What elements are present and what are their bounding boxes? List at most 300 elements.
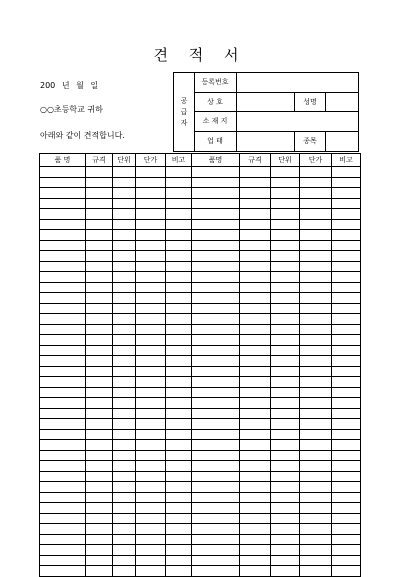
table-cell[interactable] bbox=[86, 419, 113, 430]
table-cell[interactable] bbox=[271, 471, 300, 482]
table-cell[interactable] bbox=[332, 566, 361, 577]
table-cell[interactable] bbox=[40, 240, 86, 251]
table-cell[interactable] bbox=[192, 324, 240, 335]
table-cell[interactable] bbox=[332, 387, 361, 398]
table-cell[interactable] bbox=[40, 230, 86, 241]
table-cell[interactable] bbox=[192, 566, 240, 577]
table-cell[interactable] bbox=[166, 335, 192, 346]
table-cell[interactable] bbox=[40, 482, 86, 493]
table-cell[interactable] bbox=[136, 240, 166, 251]
table-cell[interactable] bbox=[192, 503, 240, 514]
table-cell[interactable] bbox=[136, 314, 166, 325]
table-cell[interactable] bbox=[332, 314, 361, 325]
table-cell[interactable] bbox=[113, 555, 136, 566]
business-item-field[interactable] bbox=[324, 132, 358, 152]
table-cell[interactable] bbox=[40, 303, 86, 314]
table-cell[interactable] bbox=[40, 282, 86, 293]
table-cell[interactable] bbox=[192, 198, 240, 209]
table-cell[interactable] bbox=[40, 251, 86, 262]
table-cell[interactable] bbox=[240, 188, 271, 199]
table-cell[interactable] bbox=[40, 324, 86, 335]
table-cell[interactable] bbox=[136, 555, 166, 566]
table-cell[interactable] bbox=[113, 503, 136, 514]
table-cell[interactable] bbox=[136, 335, 166, 346]
table-cell[interactable] bbox=[136, 398, 166, 409]
table-cell[interactable] bbox=[40, 419, 86, 430]
table-cell[interactable] bbox=[192, 524, 240, 535]
table-cell[interactable] bbox=[271, 492, 300, 503]
table-cell[interactable] bbox=[113, 261, 136, 272]
table-cell[interactable] bbox=[136, 167, 166, 178]
table-cell[interactable] bbox=[300, 356, 332, 367]
table-cell[interactable] bbox=[332, 440, 361, 451]
table-cell[interactable] bbox=[166, 461, 192, 472]
table-cell[interactable] bbox=[86, 209, 113, 220]
table-cell[interactable] bbox=[240, 566, 271, 577]
table-cell[interactable] bbox=[40, 408, 86, 419]
table-cell[interactable] bbox=[300, 345, 332, 356]
table-cell[interactable] bbox=[113, 209, 136, 220]
table-cell[interactable] bbox=[240, 524, 271, 535]
table-cell[interactable] bbox=[166, 198, 192, 209]
table-cell[interactable] bbox=[332, 555, 361, 566]
table-cell[interactable] bbox=[192, 314, 240, 325]
table-cell[interactable] bbox=[192, 188, 240, 199]
table-cell[interactable] bbox=[86, 450, 113, 461]
table-cell[interactable] bbox=[192, 230, 240, 241]
table-cell[interactable] bbox=[86, 408, 113, 419]
table-cell[interactable] bbox=[271, 293, 300, 304]
table-cell[interactable] bbox=[113, 429, 136, 440]
table-cell[interactable] bbox=[192, 513, 240, 524]
table-cell[interactable] bbox=[136, 366, 166, 377]
table-cell[interactable] bbox=[166, 240, 192, 251]
table-cell[interactable] bbox=[192, 408, 240, 419]
table-cell[interactable] bbox=[271, 513, 300, 524]
table-cell[interactable] bbox=[166, 555, 192, 566]
table-cell[interactable] bbox=[166, 492, 192, 503]
table-cell[interactable] bbox=[40, 492, 86, 503]
table-cell[interactable] bbox=[113, 167, 136, 178]
table-cell[interactable] bbox=[166, 377, 192, 388]
table-cell[interactable] bbox=[166, 303, 192, 314]
table-cell[interactable] bbox=[300, 524, 332, 535]
table-cell[interactable] bbox=[136, 377, 166, 388]
table-cell[interactable] bbox=[271, 335, 300, 346]
table-cell[interactable] bbox=[271, 219, 300, 230]
table-cell[interactable] bbox=[166, 230, 192, 241]
table-cell[interactable] bbox=[113, 461, 136, 472]
table-cell[interactable] bbox=[271, 419, 300, 430]
table-cell[interactable] bbox=[192, 282, 240, 293]
table-cell[interactable] bbox=[300, 513, 332, 524]
table-cell[interactable] bbox=[136, 188, 166, 199]
table-cell[interactable] bbox=[136, 345, 166, 356]
table-cell[interactable] bbox=[166, 167, 192, 178]
table-cell[interactable] bbox=[300, 314, 332, 325]
table-cell[interactable] bbox=[300, 177, 332, 188]
table-cell[interactable] bbox=[300, 503, 332, 514]
table-cell[interactable] bbox=[86, 387, 113, 398]
table-cell[interactable] bbox=[136, 482, 166, 493]
table-cell[interactable] bbox=[166, 366, 192, 377]
table-cell[interactable] bbox=[113, 272, 136, 283]
table-cell[interactable] bbox=[240, 366, 271, 377]
table-cell[interactable] bbox=[271, 282, 300, 293]
table-cell[interactable] bbox=[192, 345, 240, 356]
table-cell[interactable] bbox=[40, 177, 86, 188]
table-cell[interactable] bbox=[271, 366, 300, 377]
table-cell[interactable] bbox=[86, 566, 113, 577]
table-cell[interactable] bbox=[86, 513, 113, 524]
table-cell[interactable] bbox=[136, 293, 166, 304]
table-cell[interactable] bbox=[136, 429, 166, 440]
table-cell[interactable] bbox=[332, 303, 361, 314]
table-cell[interactable] bbox=[240, 303, 271, 314]
table-cell[interactable] bbox=[166, 209, 192, 220]
table-cell[interactable] bbox=[240, 345, 271, 356]
table-cell[interactable] bbox=[113, 188, 136, 199]
table-cell[interactable] bbox=[271, 272, 300, 283]
table-cell[interactable] bbox=[300, 429, 332, 440]
table-cell[interactable] bbox=[300, 408, 332, 419]
table-cell[interactable] bbox=[271, 177, 300, 188]
table-cell[interactable] bbox=[192, 471, 240, 482]
table-cell[interactable] bbox=[86, 524, 113, 535]
table-cell[interactable] bbox=[271, 261, 300, 272]
table-cell[interactable] bbox=[40, 261, 86, 272]
table-cell[interactable] bbox=[332, 398, 361, 409]
table-cell[interactable] bbox=[271, 503, 300, 514]
table-cell[interactable] bbox=[136, 324, 166, 335]
table-cell[interactable] bbox=[332, 324, 361, 335]
table-cell[interactable] bbox=[332, 482, 361, 493]
table-cell[interactable] bbox=[136, 251, 166, 262]
table-cell[interactable] bbox=[113, 513, 136, 524]
table-cell[interactable] bbox=[271, 167, 300, 178]
table-cell[interactable] bbox=[240, 356, 271, 367]
table-cell[interactable] bbox=[332, 503, 361, 514]
table-cell[interactable] bbox=[240, 450, 271, 461]
table-cell[interactable] bbox=[300, 188, 332, 199]
table-cell[interactable] bbox=[86, 492, 113, 503]
table-cell[interactable] bbox=[300, 282, 332, 293]
table-cell[interactable] bbox=[192, 366, 240, 377]
table-cell[interactable] bbox=[136, 177, 166, 188]
table-cell[interactable] bbox=[192, 450, 240, 461]
table-cell[interactable] bbox=[240, 314, 271, 325]
table-cell[interactable] bbox=[271, 461, 300, 472]
table-cell[interactable] bbox=[86, 471, 113, 482]
table-cell[interactable] bbox=[332, 282, 361, 293]
table-cell[interactable] bbox=[136, 230, 166, 241]
table-cell[interactable] bbox=[240, 471, 271, 482]
table-cell[interactable] bbox=[240, 324, 271, 335]
table-cell[interactable] bbox=[300, 482, 332, 493]
table-cell[interactable] bbox=[166, 251, 192, 262]
table-cell[interactable] bbox=[86, 482, 113, 493]
table-cell[interactable] bbox=[86, 324, 113, 335]
table-cell[interactable] bbox=[300, 398, 332, 409]
table-cell[interactable] bbox=[300, 450, 332, 461]
table-cell[interactable] bbox=[271, 450, 300, 461]
table-cell[interactable] bbox=[86, 335, 113, 346]
table-cell[interactable] bbox=[332, 366, 361, 377]
table-cell[interactable] bbox=[86, 461, 113, 472]
table-cell[interactable] bbox=[86, 251, 113, 262]
table-cell[interactable] bbox=[240, 387, 271, 398]
table-cell[interactable] bbox=[166, 534, 192, 545]
table-cell[interactable] bbox=[271, 303, 300, 314]
table-cell[interactable] bbox=[40, 356, 86, 367]
table-cell[interactable] bbox=[166, 398, 192, 409]
table-cell[interactable] bbox=[192, 482, 240, 493]
table-cell[interactable] bbox=[86, 440, 113, 451]
table-cell[interactable] bbox=[136, 492, 166, 503]
table-cell[interactable] bbox=[192, 167, 240, 178]
table-cell[interactable] bbox=[113, 282, 136, 293]
table-cell[interactable] bbox=[136, 303, 166, 314]
table-cell[interactable] bbox=[40, 545, 86, 556]
table-cell[interactable] bbox=[300, 440, 332, 451]
table-cell[interactable] bbox=[271, 440, 300, 451]
table-cell[interactable] bbox=[40, 534, 86, 545]
table-cell[interactable] bbox=[86, 240, 113, 251]
table-cell[interactable] bbox=[40, 188, 86, 199]
table-cell[interactable] bbox=[240, 251, 271, 262]
table-cell[interactable] bbox=[113, 545, 136, 556]
table-cell[interactable] bbox=[192, 440, 240, 451]
table-cell[interactable] bbox=[240, 482, 271, 493]
table-cell[interactable] bbox=[113, 251, 136, 262]
table-cell[interactable] bbox=[271, 398, 300, 409]
table-cell[interactable] bbox=[166, 314, 192, 325]
table-cell[interactable] bbox=[192, 272, 240, 283]
table-cell[interactable] bbox=[166, 282, 192, 293]
table-cell[interactable] bbox=[192, 398, 240, 409]
table-cell[interactable] bbox=[332, 419, 361, 430]
table-cell[interactable] bbox=[192, 492, 240, 503]
table-cell[interactable] bbox=[192, 461, 240, 472]
table-cell[interactable] bbox=[240, 335, 271, 346]
table-cell[interactable] bbox=[192, 356, 240, 367]
table-cell[interactable] bbox=[136, 419, 166, 430]
table-cell[interactable] bbox=[113, 534, 136, 545]
table-cell[interactable] bbox=[113, 230, 136, 241]
table-cell[interactable] bbox=[166, 482, 192, 493]
table-cell[interactable] bbox=[113, 492, 136, 503]
table-cell[interactable] bbox=[332, 177, 361, 188]
table-cell[interactable] bbox=[332, 408, 361, 419]
table-cell[interactable] bbox=[113, 303, 136, 314]
table-cell[interactable] bbox=[136, 282, 166, 293]
table-cell[interactable] bbox=[332, 492, 361, 503]
table-cell[interactable] bbox=[240, 461, 271, 472]
table-cell[interactable] bbox=[300, 566, 332, 577]
table-cell[interactable] bbox=[86, 230, 113, 241]
table-cell[interactable] bbox=[192, 335, 240, 346]
table-cell[interactable] bbox=[192, 303, 240, 314]
table-cell[interactable] bbox=[240, 408, 271, 419]
table-cell[interactable] bbox=[240, 377, 271, 388]
table-cell[interactable] bbox=[240, 198, 271, 209]
table-cell[interactable] bbox=[86, 356, 113, 367]
table-cell[interactable] bbox=[166, 177, 192, 188]
table-cell[interactable] bbox=[40, 555, 86, 566]
table-cell[interactable] bbox=[40, 398, 86, 409]
table-cell[interactable] bbox=[240, 440, 271, 451]
table-cell[interactable] bbox=[192, 219, 240, 230]
table-cell[interactable] bbox=[113, 440, 136, 451]
table-cell[interactable] bbox=[300, 251, 332, 262]
table-cell[interactable] bbox=[113, 482, 136, 493]
table-cell[interactable] bbox=[86, 261, 113, 272]
table-cell[interactable] bbox=[240, 293, 271, 304]
table-cell[interactable] bbox=[332, 209, 361, 220]
table-cell[interactable] bbox=[192, 240, 240, 251]
table-cell[interactable] bbox=[240, 230, 271, 241]
table-cell[interactable] bbox=[86, 345, 113, 356]
table-cell[interactable] bbox=[166, 188, 192, 199]
table-cell[interactable] bbox=[136, 219, 166, 230]
table-cell[interactable] bbox=[332, 356, 361, 367]
table-cell[interactable] bbox=[192, 377, 240, 388]
table-cell[interactable] bbox=[86, 545, 113, 556]
table-cell[interactable] bbox=[136, 198, 166, 209]
table-cell[interactable] bbox=[300, 419, 332, 430]
table-cell[interactable] bbox=[271, 482, 300, 493]
table-cell[interactable] bbox=[271, 209, 300, 220]
table-cell[interactable] bbox=[40, 503, 86, 514]
table-cell[interactable] bbox=[86, 272, 113, 283]
table-cell[interactable] bbox=[300, 534, 332, 545]
table-cell[interactable] bbox=[300, 219, 332, 230]
table-cell[interactable] bbox=[332, 251, 361, 262]
table-cell[interactable] bbox=[271, 387, 300, 398]
table-cell[interactable] bbox=[86, 167, 113, 178]
table-cell[interactable] bbox=[166, 471, 192, 482]
table-cell[interactable] bbox=[240, 261, 271, 272]
table-cell[interactable] bbox=[271, 534, 300, 545]
table-cell[interactable] bbox=[136, 461, 166, 472]
table-cell[interactable] bbox=[113, 524, 136, 535]
table-cell[interactable] bbox=[332, 230, 361, 241]
table-cell[interactable] bbox=[300, 366, 332, 377]
table-cell[interactable] bbox=[136, 471, 166, 482]
table-cell[interactable] bbox=[113, 377, 136, 388]
table-cell[interactable] bbox=[113, 471, 136, 482]
table-cell[interactable] bbox=[166, 429, 192, 440]
table-cell[interactable] bbox=[40, 429, 86, 440]
table-cell[interactable] bbox=[192, 429, 240, 440]
table-cell[interactable] bbox=[271, 524, 300, 535]
table-cell[interactable] bbox=[300, 303, 332, 314]
table-cell[interactable] bbox=[113, 356, 136, 367]
table-cell[interactable] bbox=[332, 345, 361, 356]
table-cell[interactable] bbox=[300, 387, 332, 398]
table-cell[interactable] bbox=[136, 450, 166, 461]
table-cell[interactable] bbox=[136, 272, 166, 283]
table-cell[interactable] bbox=[240, 429, 271, 440]
table-cell[interactable] bbox=[40, 345, 86, 356]
table-cell[interactable] bbox=[332, 198, 361, 209]
table-cell[interactable] bbox=[40, 314, 86, 325]
table-cell[interactable] bbox=[192, 555, 240, 566]
table-cell[interactable] bbox=[136, 440, 166, 451]
table-cell[interactable] bbox=[40, 272, 86, 283]
table-cell[interactable] bbox=[192, 251, 240, 262]
table-cell[interactable] bbox=[271, 429, 300, 440]
table-cell[interactable] bbox=[240, 167, 271, 178]
table-cell[interactable] bbox=[136, 209, 166, 220]
table-cell[interactable] bbox=[166, 261, 192, 272]
table-cell[interactable] bbox=[332, 261, 361, 272]
table-cell[interactable] bbox=[271, 230, 300, 241]
table-cell[interactable] bbox=[40, 366, 86, 377]
table-cell[interactable] bbox=[300, 230, 332, 241]
table-cell[interactable] bbox=[86, 314, 113, 325]
table-cell[interactable] bbox=[86, 429, 113, 440]
table-cell[interactable] bbox=[300, 293, 332, 304]
registration-number-field[interactable] bbox=[236, 73, 358, 92]
table-cell[interactable] bbox=[40, 524, 86, 535]
table-cell[interactable] bbox=[332, 534, 361, 545]
table-cell[interactable] bbox=[240, 503, 271, 514]
address-field[interactable] bbox=[236, 112, 358, 131]
table-cell[interactable] bbox=[192, 261, 240, 272]
table-cell[interactable] bbox=[166, 450, 192, 461]
table-cell[interactable] bbox=[240, 492, 271, 503]
table-cell[interactable] bbox=[332, 471, 361, 482]
table-cell[interactable] bbox=[271, 240, 300, 251]
table-cell[interactable] bbox=[113, 387, 136, 398]
table-cell[interactable] bbox=[86, 377, 113, 388]
table-cell[interactable] bbox=[240, 545, 271, 556]
table-cell[interactable] bbox=[240, 177, 271, 188]
table-cell[interactable] bbox=[240, 513, 271, 524]
table-cell[interactable] bbox=[113, 366, 136, 377]
table-cell[interactable] bbox=[136, 534, 166, 545]
table-cell[interactable] bbox=[332, 377, 361, 388]
table-cell[interactable] bbox=[86, 303, 113, 314]
table-cell[interactable] bbox=[166, 356, 192, 367]
table-cell[interactable] bbox=[113, 335, 136, 346]
table-cell[interactable] bbox=[113, 566, 136, 577]
table-cell[interactable] bbox=[166, 566, 192, 577]
table-cell[interactable] bbox=[271, 345, 300, 356]
table-cell[interactable] bbox=[300, 324, 332, 335]
table-cell[interactable] bbox=[271, 251, 300, 262]
table-cell[interactable] bbox=[86, 398, 113, 409]
table-cell[interactable] bbox=[113, 324, 136, 335]
table-cell[interactable] bbox=[192, 177, 240, 188]
table-cell[interactable] bbox=[40, 377, 86, 388]
table-cell[interactable] bbox=[192, 293, 240, 304]
table-cell[interactable] bbox=[300, 261, 332, 272]
table-cell[interactable] bbox=[332, 188, 361, 199]
table-cell[interactable] bbox=[113, 398, 136, 409]
table-cell[interactable] bbox=[166, 324, 192, 335]
table-cell[interactable] bbox=[300, 471, 332, 482]
table-cell[interactable] bbox=[166, 345, 192, 356]
table-cell[interactable] bbox=[40, 335, 86, 346]
table-cell[interactable] bbox=[166, 503, 192, 514]
table-cell[interactable] bbox=[300, 545, 332, 556]
table-cell[interactable] bbox=[113, 314, 136, 325]
table-cell[interactable] bbox=[136, 261, 166, 272]
table-cell[interactable] bbox=[240, 534, 271, 545]
table-cell[interactable] bbox=[271, 356, 300, 367]
